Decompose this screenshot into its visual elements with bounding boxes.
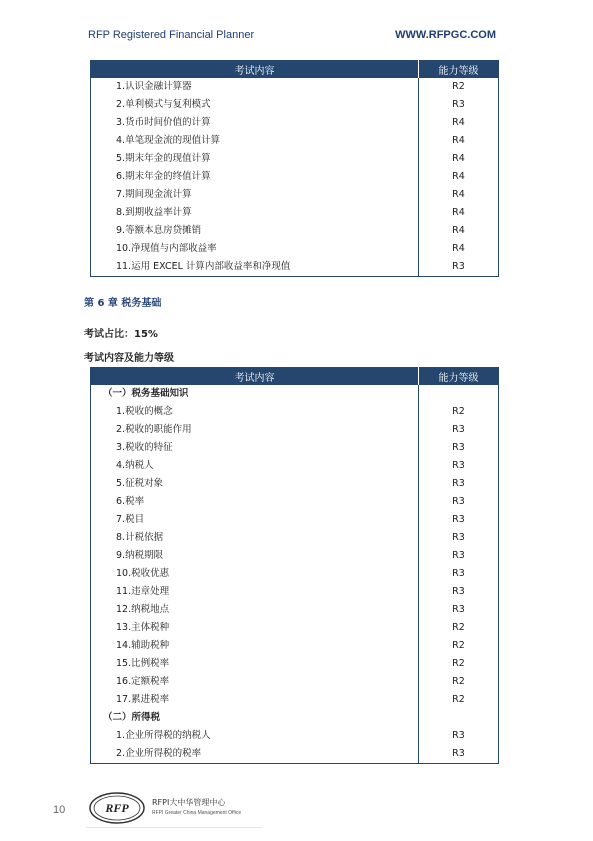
table-row bbox=[91, 150, 499, 168]
row-level: R3 bbox=[419, 439, 499, 457]
header-title: RFP Registered Financial Planner bbox=[88, 29, 255, 41]
row-level: R2 bbox=[419, 673, 499, 691]
section-subtitle: 考试内容及能力等级 bbox=[84, 353, 174, 364]
row-level: R3 bbox=[419, 727, 499, 745]
row-level: R3 bbox=[419, 258, 499, 277]
row-content: 10.税收优惠 bbox=[116, 568, 170, 579]
row-content: （一）税务基础知识 bbox=[103, 388, 189, 399]
table-row bbox=[91, 547, 499, 565]
row-content: 9.纳税期限 bbox=[116, 550, 164, 561]
row-content: 6.税率 bbox=[116, 496, 145, 507]
table-row bbox=[91, 114, 499, 132]
row-level: R2 bbox=[419, 403, 499, 421]
table-row bbox=[91, 673, 499, 691]
table-row bbox=[91, 385, 499, 403]
table-row bbox=[91, 511, 499, 529]
table-row bbox=[91, 637, 499, 655]
table-row bbox=[91, 493, 499, 511]
org-name-en: RFPI Greater China Management Office bbox=[152, 810, 242, 816]
table-row bbox=[91, 168, 499, 186]
row-level bbox=[419, 385, 499, 403]
row-content: 1.认识金融计算器 bbox=[116, 81, 192, 92]
table-row bbox=[91, 529, 499, 547]
row-content: 4.纳税人 bbox=[116, 460, 154, 471]
row-content: 7.期间现金流计算 bbox=[116, 189, 192, 200]
table-row bbox=[91, 601, 499, 619]
column-header-content: 考试内容 bbox=[91, 368, 419, 386]
row-content: 8.计税依据 bbox=[116, 532, 164, 543]
table-row bbox=[91, 709, 499, 727]
row-level bbox=[419, 709, 499, 727]
row-content: 1.企业所得税的纳税人 bbox=[116, 730, 211, 741]
row-content: 3.税收的特征 bbox=[116, 442, 173, 453]
row-content: 11.运用 EXCEL 计算内部收益率和净现值 bbox=[116, 261, 291, 272]
row-level: R3 bbox=[419, 529, 499, 547]
row-content: 8.到期收益率计算 bbox=[116, 207, 192, 218]
row-level: R2 bbox=[419, 619, 499, 637]
table-row bbox=[91, 727, 499, 745]
row-content: 16.定额税率 bbox=[116, 676, 170, 687]
table-row bbox=[91, 204, 499, 222]
row-content: 9.等额本息房贷摊销 bbox=[116, 225, 202, 236]
row-content: 2.单利模式与复利模式 bbox=[116, 99, 211, 110]
table-row bbox=[91, 691, 499, 709]
row-level: R4 bbox=[419, 204, 499, 222]
rfp-logo-icon bbox=[88, 790, 146, 826]
table-row bbox=[91, 222, 499, 240]
row-content: 14.辅助税种 bbox=[116, 640, 170, 651]
table-row bbox=[91, 439, 499, 457]
table-row bbox=[91, 240, 499, 258]
row-content: 1.税收的概念 bbox=[116, 406, 173, 417]
row-content: 12.纳税地点 bbox=[116, 604, 170, 615]
row-level: R2 bbox=[419, 655, 499, 673]
row-level: R4 bbox=[419, 186, 499, 204]
logo-text: RFP bbox=[105, 801, 129, 815]
table-row bbox=[91, 619, 499, 637]
skills-table-chapter6 bbox=[90, 367, 499, 764]
page-number: 10 bbox=[53, 804, 66, 816]
table-row bbox=[91, 565, 499, 583]
table-row bbox=[91, 132, 499, 150]
table-row bbox=[91, 745, 499, 764]
row-content: 13.主体税种 bbox=[116, 622, 170, 633]
row-content: 17.累进税率 bbox=[116, 694, 170, 705]
org-name-cn: RFPI大中华管理中心 bbox=[152, 798, 226, 807]
row-content: 3.货币时间价值的计算 bbox=[116, 117, 211, 128]
skills-table-chapter5 bbox=[90, 60, 499, 277]
row-content: 5.征税对象 bbox=[116, 478, 164, 489]
row-content: 7.税目 bbox=[116, 514, 145, 525]
row-level: R3 bbox=[419, 475, 499, 493]
exam-ratio: 考试占比：15% bbox=[84, 329, 158, 340]
row-level: R3 bbox=[419, 511, 499, 529]
footer-divider bbox=[86, 827, 262, 828]
row-level: R3 bbox=[419, 421, 499, 439]
row-content: 10.净现值与内部收益率 bbox=[116, 243, 217, 254]
table-row bbox=[91, 403, 499, 421]
row-level: R3 bbox=[419, 745, 499, 764]
table-row bbox=[91, 583, 499, 601]
row-content: 2.税收的职能作用 bbox=[116, 424, 192, 435]
row-level: R4 bbox=[419, 168, 499, 186]
row-level: R4 bbox=[419, 222, 499, 240]
table-row bbox=[91, 78, 499, 96]
column-header-level: 能力等级 bbox=[419, 368, 499, 386]
row-level: R4 bbox=[419, 150, 499, 168]
table-row bbox=[91, 258, 499, 277]
row-level: R4 bbox=[419, 240, 499, 258]
row-level: R3 bbox=[419, 547, 499, 565]
row-content: 5.期末年金的现值计算 bbox=[116, 153, 211, 164]
table-row bbox=[91, 96, 499, 114]
row-level: R4 bbox=[419, 114, 499, 132]
row-level: R3 bbox=[419, 583, 499, 601]
row-content: 6.期末年金的终值计算 bbox=[116, 171, 211, 182]
table-row bbox=[91, 421, 499, 439]
row-content: （二）所得税 bbox=[103, 712, 161, 723]
table-row bbox=[91, 186, 499, 204]
header-website[interactable]: WWW.RFPGC.COM bbox=[395, 29, 496, 41]
table-row bbox=[91, 655, 499, 673]
row-content: 4.单笔现金流的现值计算 bbox=[116, 135, 221, 146]
chapter-title: 第 6 章 税务基础 bbox=[84, 298, 162, 309]
row-level: R4 bbox=[419, 132, 499, 150]
row-level: R3 bbox=[419, 493, 499, 511]
row-content: 11.违章处理 bbox=[116, 586, 170, 597]
row-level: R3 bbox=[419, 96, 499, 114]
column-header-content: 考试内容 bbox=[91, 61, 419, 79]
column-header-level: 能力等级 bbox=[419, 61, 499, 79]
row-level: R3 bbox=[419, 457, 499, 475]
row-level: R2 bbox=[419, 78, 499, 96]
row-level: R2 bbox=[419, 691, 499, 709]
table-row bbox=[91, 475, 499, 493]
row-content: 15.比例税率 bbox=[116, 658, 170, 669]
row-level: R3 bbox=[419, 601, 499, 619]
row-level: R2 bbox=[419, 637, 499, 655]
row-level: R3 bbox=[419, 565, 499, 583]
table-row bbox=[91, 457, 499, 475]
row-content: 2.企业所得税的税率 bbox=[116, 748, 202, 759]
